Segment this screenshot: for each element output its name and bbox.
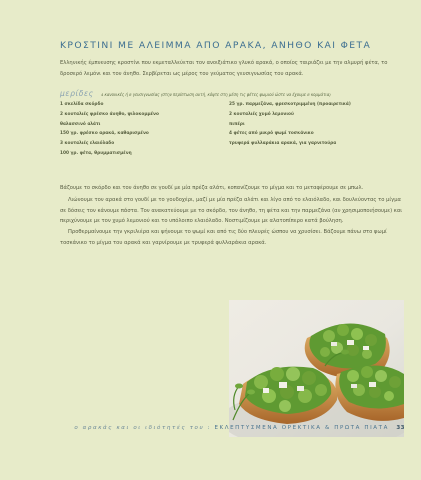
ingredients-left-column bbox=[60, 100, 220, 159]
ingredient-item: 100 γρ. φέτα, θρυμματισμένη bbox=[60, 150, 132, 156]
servings-line bbox=[60, 81, 405, 100]
ingredient-item: 3 κουταλιές ελαιόλαδο bbox=[60, 141, 115, 147]
method-step: Λιώνουμε τον αρακά στο γουδί με το γουδοχέρι, μαζί με μία πρέζα αλάτι και λίγο από το ελαιόλαδο, και δουλεύοντας το μίγμα σε δόσεις τον κάνουμε πάστα. Τον ανακατεύουμε με το σκόρδο, τον άνηθο, τη φέτα και την παρμεζάνα (αν χρησιμοποιήσουμε) και περιχύνουμε με τον χυμό λεμονιού και το υπόλοιπο ελαιόλαδο. Νοστιμίζουμε με αλατοπίπερο κατά βούληση. bbox=[60, 196, 403, 225]
recipe-method bbox=[60, 183, 405, 249]
footer-section: ΕΚΛΕΠΤΥΣΜΕΝΑ ΟΡΕΚΤΙΚΑ & ΠΡΩΤΑ ΠΙΑΤΑ bbox=[214, 425, 389, 431]
servings-label: μερίδες bbox=[60, 89, 94, 98]
ingredient-item: 2 κουταλιές φρέσκο άνηθο, ψιλοκομμένο bbox=[60, 111, 159, 117]
food-photo bbox=[229, 300, 404, 437]
page-footer bbox=[60, 425, 405, 431]
recipe-title: ΚΡΟΣΤΙΝΙ ΜΕ ΑΛΕΙΜΜΑ ΑΠΟ ΑΡΑΚΑ, ΑΝΗΘΟ ΚΑΙ ΦΕΤΑ bbox=[60, 40, 372, 51]
footer-book-title: ο αρακάς και οι ιδιότητές του bbox=[74, 425, 205, 431]
ingredient-item: θαλασσινό αλάτι bbox=[60, 121, 101, 127]
method-step: Προθερμαίνουμε την γκριλιέρα και ψήνουμε το ψωμί και από τις δύο πλευρές ώσπου να χρυσίσει. Βάζουμε πάνω στο ψωμί τοσκάνικο το μίγμα του αρακά και γαρνίρουμε με τρυφερά φυλλαράκια αρακά. bbox=[60, 229, 387, 246]
ingredient-item: 25 γρ. παρμεζάνα, φρεσκοτριμμένη (προαιρετικά) bbox=[229, 102, 351, 107]
ingredient-item: 150 γρ. φρέσκο αρακά, καθαρισμένο bbox=[60, 131, 149, 137]
recipe-intro: Ελληνικής έμπνευσης κροστίνι που εκμεταλλεύεται τον ανοιξιάτικο γλυκό αρακά, ο οποίος ταιριάζει με την αλμυρή φέτα, το δροσερό λεμόνι και τον άνηθο. Σερβίρεται ως μέρος του γεύματος γευσιγνωσίας του αρακά. bbox=[60, 60, 388, 77]
ingredients-right-column bbox=[229, 100, 404, 149]
method-step: Βάζουμε το σκόρδο και τον άνηθο σε γουδί με μία πρέζα αλάτι, κοπανίζουμε το μίγμα και το μεταφέρουμε σε μπωλ. bbox=[60, 185, 364, 191]
ingredient-item: 1 σκελίδα σκόρδο bbox=[60, 102, 104, 107]
ingredient-item: 2 κουταλιές χυμό λεμονιού bbox=[229, 111, 294, 117]
ingredient-item: πιπέρι bbox=[229, 121, 245, 127]
page-number: 33 bbox=[396, 425, 405, 431]
footer-separator: : bbox=[207, 425, 212, 431]
ingredient-item: τρυφερά φυλλαράκια αρακά, για γαρνιτούρα bbox=[229, 141, 337, 147]
ingredient-item: 4 φέτες από μικρό ψωμί τοσκάνικο bbox=[229, 131, 314, 137]
servings-note: 4 κανονικές ή 8 γευσιγνωσίας (στην περίπτωση αυτή, κόψτε στη μέση τις φέτες ψωμιού ώστε να έχουμε 8 κομμάτια) bbox=[100, 92, 331, 97]
